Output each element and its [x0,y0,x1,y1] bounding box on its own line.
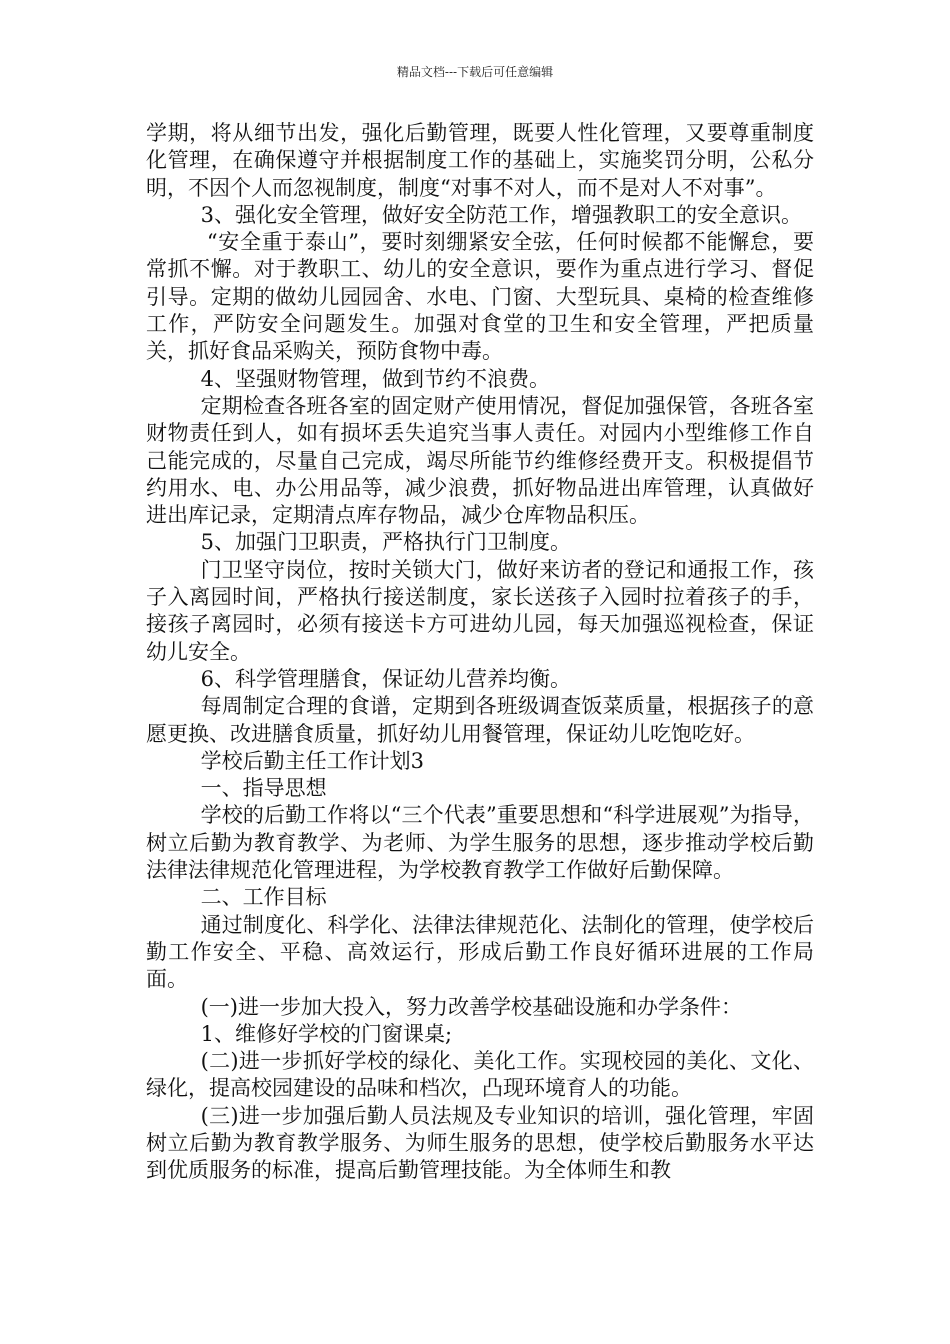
heading-guiding-thought: 一、指导思想 [200,776,327,801]
paragraph-9: 每周制定合理的食谱，定期到各班级调查饭菜质量，根据孩子的意愿更换、改进膳食质量，抓好幼儿用餐管理，保证幼儿吃饱吃好。 [146,694,814,746]
paragraph-8: 6、科学管理膳食，保证幼儿营养均衡。 [200,666,571,691]
paragraph-2: 3、强化安全管理，做好安全防范工作，增强教职工的安全意识。 [200,202,802,227]
page-header: 精品文档---下载后可任意编辑 [396,65,554,79]
heading-work-goals: 二、工作目标 [200,885,327,910]
paragraph-3: “安全重于泰山”，要时刻绷紧安全弦，任何时候都不能懈怠，要常抓不懈。对于教职工、幼儿的安全意识，要作为重点进行学习、督促引导。定期的做幼儿园园舍、水电、门窗、大型玩具、桌椅的检查维修工作，严防安全问题发生。加强对食堂的卫生和安全管理，严把质量关，抓好食品采购关，预防食物中毒。 [146,230,814,364]
paragraph-4: 4、坚强财物管理，做到节约不浪费。 [200,366,550,391]
paragraph-14: 通过制度化、科学化、法律法律规范化、法制化的管理，使学校后勤工作安全、平稳、高效运行，形成后勤工作良好循环进展的工作局面。 [146,912,814,992]
paragraph-1: 学期，将从细节出发，强化后勤管理，既要人性化管理，又要尊重制度化管理，在确保遵守并根据制度工作的基础上，实施奖罚分明，公私分明，不因个人而忽视制度，制度“对事不对人，而不是对人不对事”。 [146,121,814,200]
paragraph-16: 1、维修好学校的门窗课桌; [200,1021,453,1046]
paragraph-15: (一)进一步加大投入，努力改善学校基础设施和办学条件： [200,994,742,1019]
paragraph-17: (二)进一步抓好学校的绿化、美化工作。实现校园的美化、文化、绿化，提高校园建设的品味和档次，凸现环境育人的功能。 [146,1049,814,1101]
paragraph-6: 5、加强门卫职责，严格执行门卫制度。 [200,530,571,555]
paragraph-12: 学校的后勤工作将以“三个代表”重要思想和“科学进展观”为指导，树立后勤为教育教学、为老师、为学生服务的思想，逐步推动学校后勤法律法律规范化管理进程，为学校教育教学工作做好后勤保障。 [146,803,814,883]
paragraph-7: 门卫坚守岗位，按时关锁大门，做好来访者的登记和通报工作，孩子入离园时间，严格执行接送制度，家长送孩子入园时拉着孩子的手，接孩子离园时，必须有接送卡方可进幼儿园，每天加强巡视检查，保证幼儿安全。 [146,557,814,664]
document-body [146,120,814,1185]
paragraph-18: (三)进一步加强后勤人员法规及专业知识的培训，强化管理，牢固树立后勤为教育教学服务、为师生服务的思想，使学校后勤服务水平达到优质服务的标准，提高后勤管理技能。为全体师生和教 [146,1103,814,1183]
section-title: 学校后勤主任工作计划3 [200,748,424,773]
paragraph-5: 定期检查各班各室的固定财产使用情况，督促加强保管，各班各室财物责任到人，如有损坏丢失追究当事人责任。对园内小型维修工作自己能完成的，尽量自己完成，竭尽所能节约维修经费开支。积极提倡节约用水、电、办公用品等，减少浪费，抓好物品进出库管理，认真做好进出库记录，定期清点库存物品，减少仓库物品积压。 [146,393,814,528]
